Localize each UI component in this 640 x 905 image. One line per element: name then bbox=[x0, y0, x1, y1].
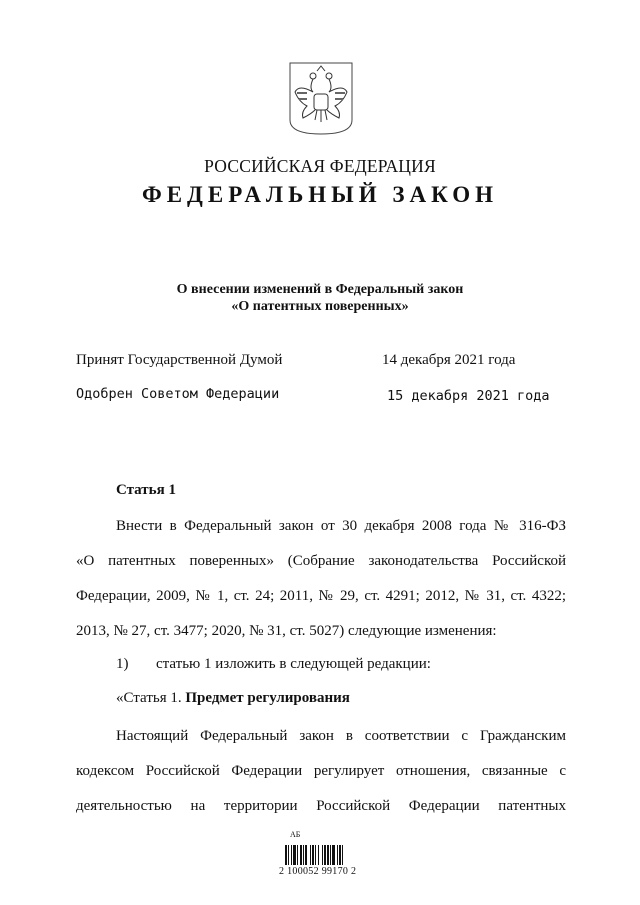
article-heading: Статья 1 bbox=[116, 482, 176, 498]
state-emblem bbox=[289, 62, 353, 135]
paragraph-line: деятельностью на территории Российской Федерации патентных bbox=[76, 798, 566, 814]
list-item-text: статью 1 изложить в следующей редакции: bbox=[156, 656, 431, 672]
council-approval-date: 15 декабря 2021 года bbox=[387, 388, 550, 404]
law-type-heading: ФЕДЕРАЛЬНЫЙ ЗАКОН bbox=[141, 182, 499, 207]
paragraph-line: «О патентных поверенных» (Собрание законодательства Российской bbox=[76, 553, 566, 569]
paragraph-line: 2013, № 27, ст. 3477; 2020, № 31, ст. 5027) следующие изменения: bbox=[76, 623, 497, 639]
duma-adoption-date: 14 декабря 2021 года bbox=[382, 352, 516, 368]
law-title bbox=[0, 281, 640, 315]
barcode-tag: АБ bbox=[290, 830, 301, 839]
law-title-line-1: О внесении изменений в Федеральный закон bbox=[176, 282, 464, 297]
list-item-number: 1) bbox=[116, 656, 129, 672]
article-intro-paragraph bbox=[76, 509, 566, 649]
barcode-number: 2 100052 99170 2 bbox=[279, 866, 357, 877]
council-approval-label: Одобрен Советом Федерации bbox=[76, 386, 280, 402]
quoted-article-heading bbox=[116, 690, 350, 707]
quoted-article-title: Предмет регулирования bbox=[185, 690, 350, 706]
quoted-article-prefix: «Статья 1. bbox=[116, 690, 186, 706]
country-name: РОССИЙСКАЯ ФЕДЕРАЦИЯ bbox=[204, 156, 436, 176]
paragraph-line: Настоящий Федеральный закон в соответствии с Гражданским bbox=[116, 728, 566, 744]
paragraph-line: Внести в Федеральный закон от 30 декабря 2008 года № 316-ФЗ bbox=[116, 518, 566, 534]
duma-adoption-label: Принят Государственной Думой bbox=[76, 352, 283, 368]
law-title-line-2: «О патентных поверенных» bbox=[231, 299, 409, 314]
paragraph-line: Федерации, 2009, № 1, ст. 24; 2011, № 29, ст. 4291; 2012, № 31, ст. 4322; bbox=[76, 588, 566, 604]
paragraph-line: кодексом Российской Федерации регулирует отношения, связанные с bbox=[76, 763, 566, 779]
article-body-paragraph bbox=[76, 719, 566, 824]
